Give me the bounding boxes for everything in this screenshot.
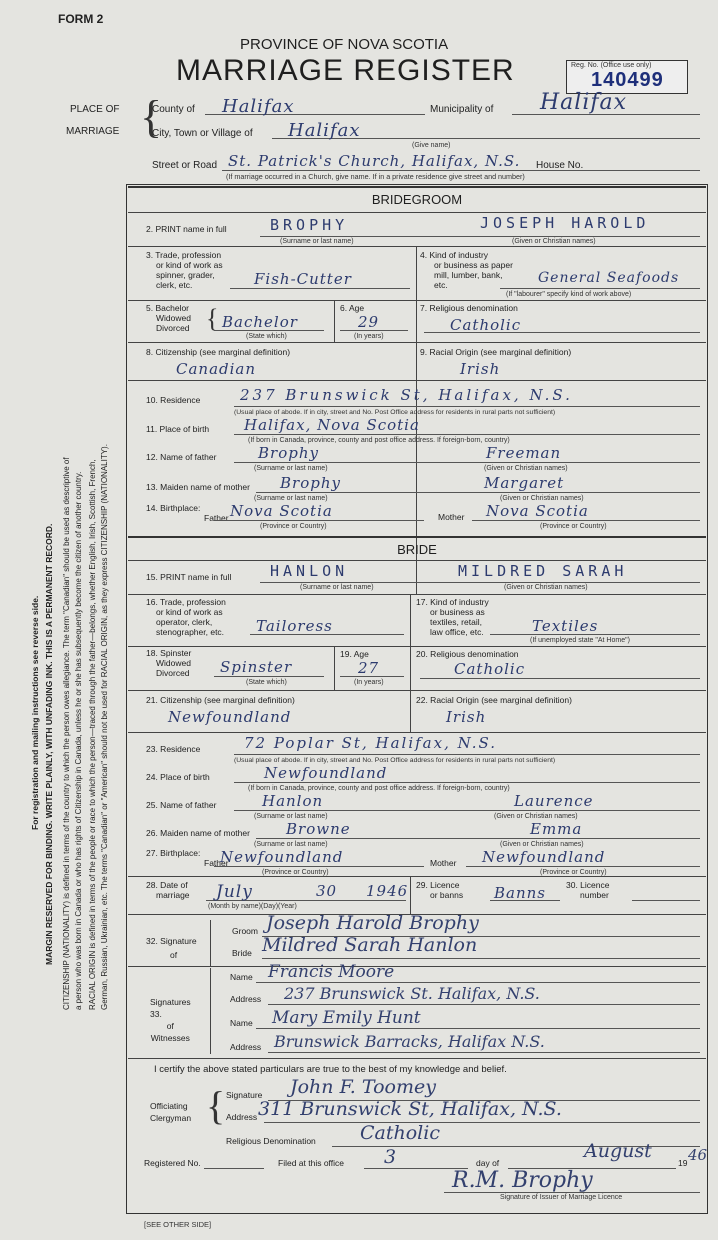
bride-signature: Mildred Sarah Hanlon bbox=[262, 934, 478, 956]
see-other-side: [SEE OTHER SIDE] bbox=[144, 1220, 212, 1229]
filed-day: 3 bbox=[384, 1146, 397, 1168]
f3-label: 3. Trade, profession or kind of work as spinner, grader, clerk, etc. bbox=[146, 250, 223, 290]
margin-racial-1: RACIAL ORIGIN is defined in terms of the people or race to which the person—traced through the father—belongs, whether English, Irish, Scottish, French, bbox=[88, 459, 97, 1010]
bride-father-given-note: (Given or Christian names) bbox=[494, 813, 578, 820]
given-note: (Given or Christian names) bbox=[512, 238, 596, 245]
bride-father-surname: Hanlon bbox=[262, 792, 324, 810]
groom-mother-given: Margaret bbox=[484, 474, 565, 492]
city-label: City, Town or Village of bbox=[152, 128, 253, 139]
father-given-note: (Given or Christian names) bbox=[484, 465, 568, 472]
father-surname-note: (Surname or last name) bbox=[254, 465, 328, 472]
groom-sig-label: Groom bbox=[232, 926, 258, 936]
groom-trade: Fish-Cutter bbox=[254, 270, 352, 288]
witness1-address-label: Address bbox=[230, 994, 262, 1004]
bride-given: MILDRED SARAH bbox=[458, 562, 628, 580]
bride-age: 27 bbox=[358, 659, 380, 677]
f9-label: 9. Racial Origin (see marginal definition) bbox=[420, 347, 572, 357]
margin-racial-2: German, Russian, Ukrainian, etc. The terms "Canadian" or "American" should not be used for RACIAL ORIGIN, as they express CITIZENSHIP (NATIONALITY). bbox=[100, 444, 109, 1010]
f15-label: 15. PRINT name in full bbox=[146, 572, 232, 582]
mother-given-note: (Given or Christian names) bbox=[500, 495, 584, 502]
year-prefix: 19 bbox=[678, 1158, 688, 1168]
bride-header: BRIDE bbox=[397, 542, 437, 557]
f17-label: 17. Kind of industry or business as textiles, retail, law office, etc. bbox=[416, 597, 489, 637]
f18-label: 18. Spinster Widowed Divorced bbox=[146, 648, 192, 678]
bride-residence-note: (Usual place of abode. If in city, street and No. Post Office address for residents in rural parts not sufficient) bbox=[234, 757, 556, 764]
groom-residence: 237 Brunswick St, Halifax, N.S. bbox=[240, 386, 573, 404]
filed-year: 46 bbox=[688, 1146, 708, 1164]
street-note: (If marriage occurred in a Church, give name. If in a private residence give street and number) bbox=[226, 172, 525, 181]
bride-racial: Irish bbox=[446, 708, 487, 726]
place-label-2: MARRIAGE bbox=[66, 126, 120, 137]
f5-label: 5. Bachelor Widowed Divorced bbox=[146, 303, 191, 333]
margin-citizenship-2: a person who was born in Canada or who has rights of Citizenship in Canada, unless he or she has subsequently become the citizen of another country. bbox=[74, 471, 83, 1010]
day-of-label: day of bbox=[476, 1158, 500, 1168]
province-heading: PROVINCE OF NOVA SCOTIA bbox=[240, 36, 449, 53]
f4-note: (If "labourer" specify kind of work above) bbox=[506, 291, 632, 298]
groom-father-surname: Brophy bbox=[258, 444, 319, 462]
bride-industry: Textiles bbox=[532, 617, 599, 635]
birth-note: (If born in Canada, province, county and post office address. If foreign-born, country) bbox=[248, 437, 510, 444]
state-which: (State which) bbox=[246, 333, 287, 340]
place-label-1: PLACE OF bbox=[70, 104, 120, 115]
f25-label: 25. Name of father bbox=[146, 800, 217, 810]
witness2-name: Mary Emily Hunt bbox=[272, 1008, 421, 1028]
groom-surname: BROPHY bbox=[270, 216, 349, 234]
certify-text: I certify the above stated particulars are true to the best of my knowledge and belief. bbox=[154, 1064, 507, 1075]
bride-surname: HANLON bbox=[270, 562, 349, 580]
reg-no-value: 140499 bbox=[591, 69, 664, 91]
bride-mother-bp: Newfoundland bbox=[482, 848, 606, 866]
groom-industry: General Seafoods bbox=[538, 270, 680, 286]
clergy-address: 311 Brunswick St, Halifax, N.S. bbox=[258, 1098, 562, 1120]
margin-permanent-record: MARGIN RESERVED FOR BINDING. WRITE PLAINLY, WITH UNFADING INK. THIS IS A PERMANENT RECORD. bbox=[44, 523, 54, 965]
f27-label: 27. Birthplace: Father bbox=[146, 848, 229, 868]
witness2-address-label: Address bbox=[230, 1042, 262, 1052]
clergy-signature-label: Signature bbox=[226, 1090, 263, 1100]
prov-note-1: (Province or Country) bbox=[260, 523, 327, 530]
f24-label: 24. Place of birth bbox=[146, 772, 210, 782]
reg-no-box bbox=[566, 60, 688, 94]
f7-label: 7. Religious denomination bbox=[420, 303, 518, 313]
issuer-note: Signature of Issuer of Marriage Licence bbox=[500, 1194, 623, 1201]
bride-mother-bp-label: Mother bbox=[430, 858, 457, 868]
f6-label: 6. Age bbox=[340, 303, 365, 313]
f11-label: 11. Place of birth bbox=[146, 424, 210, 434]
clergy-signature: John F. Toomey bbox=[290, 1076, 436, 1098]
bride-father-given: Laurence bbox=[514, 792, 594, 810]
county-label: County of bbox=[152, 104, 195, 115]
f26-label: 26. Maiden name of mother bbox=[146, 828, 250, 838]
groom-signature: Joseph Harold Brophy bbox=[266, 912, 479, 934]
bride-father-bp: Newfoundland bbox=[220, 848, 344, 866]
bride-state-which: (State which) bbox=[246, 679, 287, 686]
filed-month: August bbox=[584, 1140, 652, 1162]
f23-label: 23. Residence bbox=[146, 744, 201, 754]
f30-label: 30. Licence number bbox=[566, 880, 610, 900]
bride-birth-note: (If born in Canada, province, county and post office address. If foreign-born, country) bbox=[248, 785, 510, 792]
surname-note: (Surname or last name) bbox=[280, 238, 354, 245]
county-value: Halifax bbox=[222, 96, 295, 117]
f4-label: 4. Kind of industry or business as paper mill, lumber, bank, etc. bbox=[420, 250, 513, 290]
groom-citizenship: Canadian bbox=[176, 360, 257, 378]
f33-label: Signatures 33. of Witnesses bbox=[150, 997, 191, 1043]
f28-label: 28. Date of marriage bbox=[146, 880, 190, 900]
witness2-address: Brunswick Barracks, Halifax N.S. bbox=[274, 1032, 545, 1051]
bride-prov-note-2: (Province or Country) bbox=[540, 869, 607, 876]
groom-mother-bp: Nova Scotia bbox=[486, 502, 589, 520]
city-value: Halifax bbox=[288, 120, 361, 141]
f17-note: (If unemployed state "At Home") bbox=[530, 637, 630, 644]
clergy-denomination: Catholic bbox=[360, 1122, 440, 1144]
f12-label: 12. Name of father bbox=[146, 452, 217, 462]
registered-label: Registered No. bbox=[144, 1158, 201, 1168]
bride-sig-label: Bride bbox=[232, 948, 252, 958]
in-years: (In years) bbox=[354, 333, 384, 340]
place-brace: { bbox=[140, 91, 163, 142]
bride-mother-given: Emma bbox=[530, 820, 583, 838]
groom-racial: Irish bbox=[460, 360, 501, 378]
bride-father-surname-note: (Surname or last name) bbox=[254, 813, 328, 820]
clergy-brace: { bbox=[206, 1083, 226, 1128]
f2-label: 2. PRINT name in full bbox=[146, 224, 227, 234]
bride-trade: Tailoress bbox=[256, 617, 333, 635]
mother-bp-label: Mother bbox=[438, 512, 465, 522]
give-name-note: (Give name) bbox=[412, 142, 451, 149]
f21-label: 21. Citizenship (see marginal definition) bbox=[146, 695, 295, 705]
marriage-day: 30 bbox=[316, 882, 338, 900]
groom-mother-surname: Brophy bbox=[280, 474, 341, 492]
witness1-name-label: Name bbox=[230, 972, 253, 982]
date-note: (Month by name)(Day)(Year) bbox=[208, 903, 297, 910]
bride-mother-given-note: (Given or Christian names) bbox=[500, 841, 584, 848]
status-brace: { bbox=[206, 304, 219, 333]
bride-birthplace: Newfoundland bbox=[264, 764, 388, 782]
f32-label: 32. Signature of bbox=[146, 936, 197, 960]
f19-label: 19. Age bbox=[340, 649, 369, 659]
margin-instructions: For registration and mailing instructions see reverse side. bbox=[30, 595, 40, 830]
f16-label: 16. Trade, profession or kind of work as operator, clerk, stenographer, etc. bbox=[146, 597, 226, 637]
groom-father-given: Freeman bbox=[486, 444, 562, 462]
groom-religion: Catholic bbox=[450, 316, 522, 334]
groom-birthplace: Halifax, Nova Scotia bbox=[244, 416, 420, 434]
clergy-denomination-label: Religious Denomination bbox=[226, 1136, 316, 1146]
marriage-year: 1946 bbox=[366, 882, 409, 900]
f22-label: 22. Racial Origin (see marginal definition) bbox=[416, 695, 572, 705]
prov-note-2: (Province or Country) bbox=[540, 523, 607, 530]
residence-note: (Usual place of abode. If in city, street and No. Post Office address for residents in rural parts not sufficient) bbox=[234, 409, 556, 416]
form-label: FORM 2 bbox=[58, 12, 104, 26]
house-label: House No. bbox=[536, 160, 584, 171]
bride-mother-surname: Browne bbox=[286, 820, 351, 838]
witness1-address: 237 Brunswick St. Halifax, N.S. bbox=[284, 984, 540, 1003]
clergy-address-label: Address bbox=[226, 1112, 258, 1122]
groom-father-bp: Nova Scotia bbox=[230, 502, 333, 520]
officiating-label: Officiating Clergyman bbox=[150, 1101, 192, 1123]
reg-no-label: Reg. No. (Office use only) bbox=[571, 62, 652, 69]
page-title: MARRIAGE REGISTER bbox=[176, 54, 515, 87]
bride-residence: 72 Poplar St, Halifax, N.S. bbox=[244, 734, 498, 752]
groom-age: 29 bbox=[358, 313, 380, 331]
filed-label: Filed at this office bbox=[278, 1158, 344, 1168]
witness1-name: Francis Moore bbox=[268, 962, 395, 982]
witness2-name-label: Name bbox=[230, 1018, 253, 1028]
street-label: Street or Road bbox=[152, 160, 218, 171]
bride-status: Spinster bbox=[220, 658, 293, 676]
mother-surname-note: (Surname or last name) bbox=[254, 495, 328, 502]
bride-mother-surname-note: (Surname or last name) bbox=[254, 841, 328, 848]
bride-given-note: (Given or Christian names) bbox=[504, 584, 588, 591]
issuer-signature: R.M. Brophy bbox=[452, 1168, 593, 1193]
f10-label: 10. Residence bbox=[146, 395, 201, 405]
margin-citizenship-1: CITIZENSHIP (NATIONALITY) is defined in terms of the country to which the person owes allegiance. The term "Canadian" should be used as descriptive of bbox=[62, 457, 71, 1010]
f8-label: 8. Citizenship (see marginal definition) bbox=[146, 347, 291, 357]
bride-prov-note-1: (Province or Country) bbox=[262, 869, 329, 876]
municipality-value: Halifax bbox=[540, 90, 628, 115]
groom-status: Bachelor bbox=[222, 313, 298, 331]
f14-label: 14. Birthplace: Father bbox=[146, 503, 229, 523]
marriage-licence: Banns bbox=[494, 884, 546, 902]
bride-in-years: (In years) bbox=[354, 679, 384, 686]
bride-religion: Catholic bbox=[454, 660, 526, 678]
bridegroom-header: BRIDEGROOM bbox=[371, 192, 463, 207]
f20-label: 20. Religious denomination bbox=[416, 649, 519, 659]
municipality-label: Municipality of bbox=[430, 104, 494, 115]
bride-surname-note: (Surname or last name) bbox=[300, 584, 374, 591]
groom-given: JOSEPH HAROLD bbox=[480, 214, 650, 232]
f29-label: 29. Licence or banns bbox=[416, 880, 464, 900]
bride-citizenship: Newfoundland bbox=[168, 708, 292, 726]
f13-label: 13. Maiden name of mother bbox=[146, 482, 250, 492]
street-value: St. Patrick's Church, Halifax, N.S. bbox=[228, 152, 521, 170]
marriage-month: July bbox=[216, 882, 253, 902]
